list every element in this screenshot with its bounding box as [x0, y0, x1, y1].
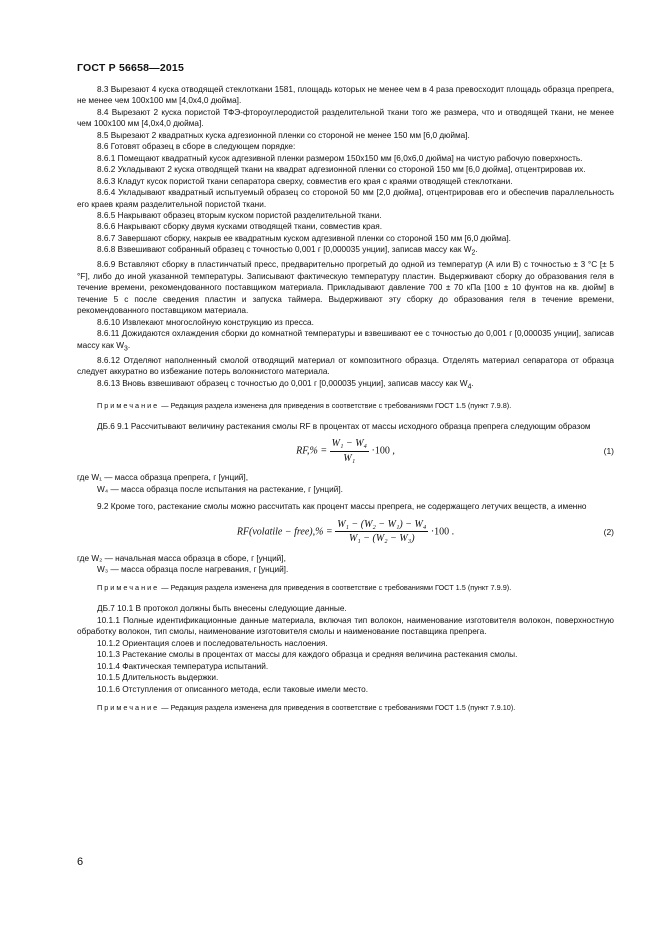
paragraph-8-3: 8.3 Вырезают 4 куска отводящей стеклоткани 1581, площадь которых не менее чем в 4 раза превосходит площадь образца препрега, не менее чем 100х100 мм [4,0х4,0 дюйма].	[77, 85, 614, 106]
paragraph-8-6: 8.6 Готовят образец в сборе в следующем порядке:	[97, 142, 296, 152]
subscript: 3	[124, 345, 128, 353]
paragraph-8-6-8: 8.6.8 Взвешивают собранный образец с точностью 0,001 г [0,000035 унции], записав массу как $W_2$.	[97, 245, 478, 257]
note-1: Примечание — Редакция раздела изменена для приведения в соответствие с требованиями ГОСТ 1.5 (пункт 7.9.8).	[97, 400, 512, 410]
paragraph-10-1-6: 10.1.6 Отступления от описанного метода, если таковые имели место.	[97, 684, 369, 694]
paragraph-8-6-4: 8.6.4 Укладывают квадратный испытуемый образец со стороной 50 мм [2,0 дюйма], отцентрировав его и обеспечив параллельность его краев краям разделительной пористой ткани.	[77, 188, 614, 209]
paragraph-8-6-2: 8.6.2 Укладывают 2 куска отводящей ткани на квадрат адгезионной пленки со стороной 150 мм [6,0 дюйма], отцентрировав их.	[97, 165, 586, 175]
paragraph-8-6-7: 8.6.7 Завершают сборку, накрыв ее квадратным куском адгезивной пленки со стороной 150 мм [6,0 дюйма].	[97, 233, 511, 243]
subscript: 4	[467, 383, 472, 391]
paragraph-8-6-13: 8.6.13 Вновь взвешивают образец с точностью до 0,001 г [0,000035 унции], записав массу как $W_4$.	[97, 378, 474, 391]
formula-1: RF,% = $\frac{\text{W₁ − W₄}}{\text{W₁}}$ ·100 , (1)	[296, 438, 614, 464]
paragraph-10-1-4: 10.1.4 Фактическая температура испытаний.	[97, 661, 269, 671]
paragraph-10-1-2: 10.1.2 Ориентация слоев и последовательность наслоения.	[97, 638, 328, 648]
paragraph-8-6-1: 8.6.1 Помещают квадратный кусок адгезивной пленки размером 150х150 мм [6,0х6,0 дюйма] на чистую рабочую поверхность.	[97, 153, 583, 163]
body-text	[77, 84, 614, 723]
paragraph-10-1-1: 10.1.1 Полные идентификационные данные материала, включая тип волокон, наименование изготовителя волокон, поверхностную обработку волокон, тип смолы, наименование изготовителя смолы и наименование поставщика препрега.	[77, 615, 614, 637]
subscript: 2	[471, 249, 476, 257]
note-2: Примечание — Редакция раздела изменена для приведения в соответствие с требованиями ГОСТ 1.5 (пункт 7.9.9).	[97, 583, 512, 593]
paragraph-8-6-12: 8.6.12 Отделяют наполненный смолой отводящий материал от композитного образца. Отделять материал сепаратора от образца следует аккуратно во избежание потерь волокнистого материала.	[77, 355, 614, 377]
formula-2: RF(volatile − free),% = $\frac{\text{W₁ − (W₂ − W₁) − W₄}}{\text{W₁ − (W₂ − W₃)}}$ ·100 . (2)	[236, 518, 614, 544]
where-w4: W₄ — масса образца после испытания на растекание, г [унций].	[97, 484, 343, 494]
page-number: 6	[77, 856, 84, 868]
formula-number: (2)	[603, 526, 614, 537]
paragraph-8-6-10: 8.6.10 Извлекают многослойную конструкцию из пресса.	[97, 317, 314, 327]
paragraph-10-1-3: 10.1.3 Растекание смолы в процентах от массы для каждого образца и средняя величина растекания смолы.	[97, 650, 518, 660]
paragraph-8-6-9: 8.6.9 Вставляют сборку в пластинчатый пресс, предварительно прогретый до одной из температур (А или В) с точностью ± 3 °С [± 5 °F], либо до иной указанной температуры. Записывают фактическую температуру пластин. Выдерживают сборку до образования геля в течение времени, рекомендованного поставщиком материала. Прикладывают давление 700 ± 70 кПа [100 ± 10 фунтов на кв. дюйм] в течение 5 с после сведения пластин и запуска таймера. Выдерживают эту сборку до образования геля в течение времени, рекомендованного поставщиком материала.	[77, 260, 614, 316]
paragraph-db7: ДБ.7 10.1 В протокол должны быть внесены следующие данные.	[97, 604, 347, 614]
paragraph-8-6-11: 8.6.11 Дожидаются охлаждения сборки до комнатной температуры и взвешивают ее с точностью до 0,001 г [0,000035 унции], записав массу как $W_3$.	[77, 329, 614, 353]
paragraph-8-4: 8.4 Вырезают 2 куска пористой ТФЭ-фтороуглеродистой разделительной ткани того же размера, что и отводящей ткани, не менее чем 100х100 мм [4,0х4,0 дюйма].	[77, 107, 614, 129]
where-w3: W₃ — масса образца после нагревания, г [унций].	[97, 564, 289, 574]
paragraph-8-6-5: 8.6.5 Накрывают образец вторым куском пористой разделительной ткани.	[97, 210, 382, 220]
page-header: ГОСТ Р 56658—2015	[77, 62, 185, 74]
paragraph-8-6-3: 8.6.3 Кладут кусок пористой ткани сепаратора сверху, совместив его края с краями отводящей стеклоткани.	[97, 176, 513, 186]
paragraph-8-5: 8.5 Вырезают 2 квадратных куска адгезионной пленки со стороной не менее 150 мм [6,0 дюйма].	[97, 130, 470, 140]
paragraph-10-1-5: 10.1.5 Длительность выдержки.	[97, 673, 219, 683]
paragraph-9-2: 9.2 Кроме того, растекание смолы можно рассчитать как процент массы препрега, не содержащего летучих веществ, а именно	[97, 502, 587, 512]
where-w1: где W₁ — масса образца препрега, г [унций],	[77, 473, 249, 483]
paragraph-8-6-6: 8.6.6 Накрывают сборку двумя кусками отводящей ткани, совместив края.	[97, 222, 383, 232]
where-w2: где W₂ — начальная масса образца в сборе, г [унций],	[77, 553, 286, 563]
formula-number: (1)	[603, 446, 614, 457]
paragraph-db6: ДБ.6 9.1 Рассчитывают величину растекания смолы RF в процентах от массы исходного образца препрега следующим образом	[97, 421, 591, 431]
note-3: Примечание — Редакция раздела изменена для приведения в соответствие с требованиями ГОСТ 1.5 (пункт 7.9.10).	[97, 703, 516, 713]
